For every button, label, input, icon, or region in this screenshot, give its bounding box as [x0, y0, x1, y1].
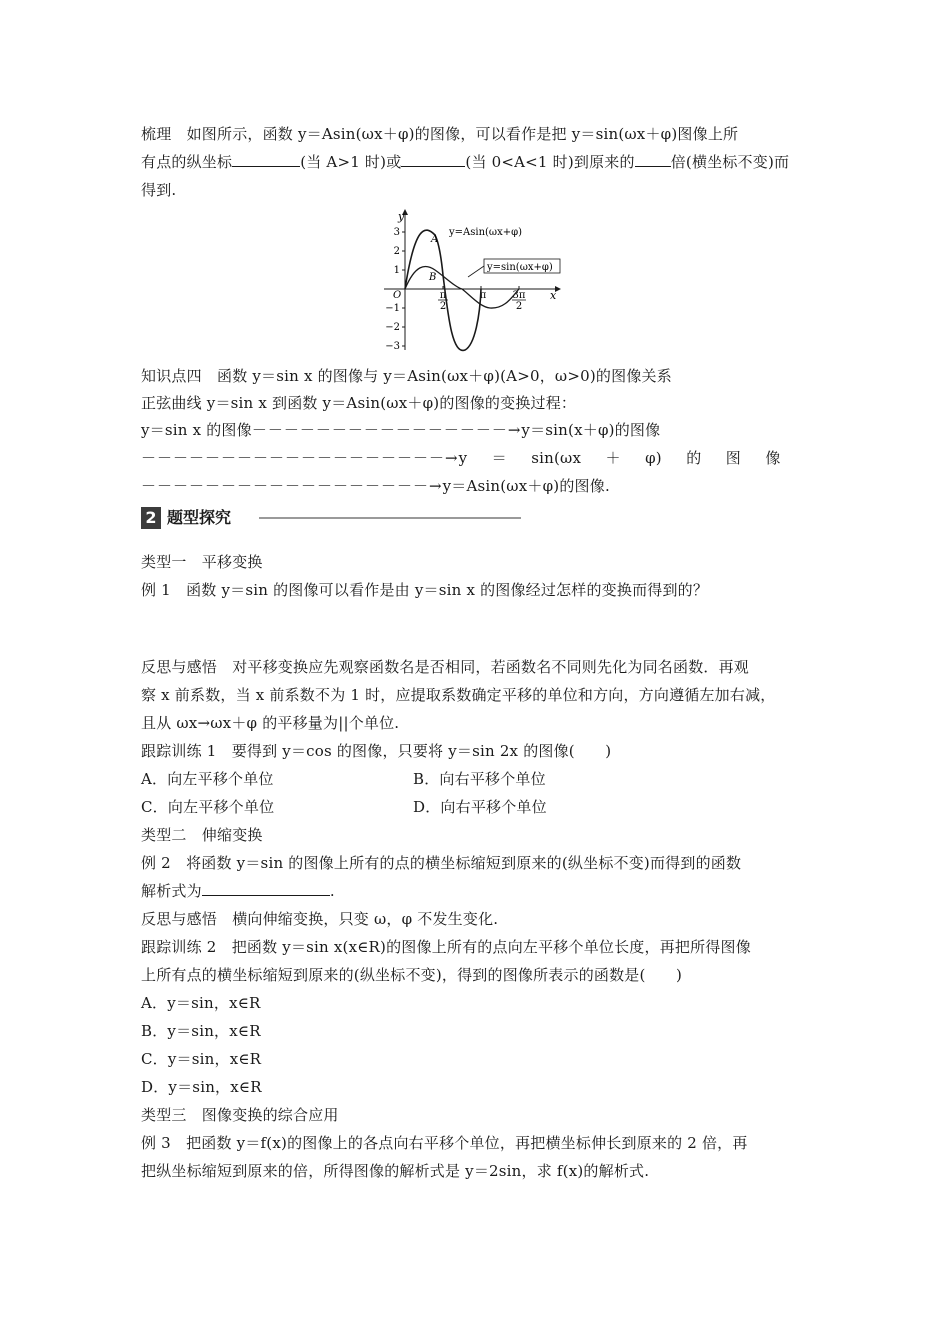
train1-option-d[interactable]: D．向右平移个单位: [413, 798, 547, 816]
example-3-line-2: 把纵坐标缩短到原来的倍，所得图像的解析式是 y＝2sin，求 f(x)的解析式.: [141, 1162, 650, 1180]
example-2-answer-blank[interactable]: [202, 881, 330, 896]
type3-heading: 类型三 图像变换的综合应用: [141, 1106, 339, 1124]
y-tick-3: 3: [393, 227, 400, 238]
intro-line-2-a: 有点的纵坐标: [141, 153, 233, 171]
example-1: 例 1 函数 y＝sin 的图像可以看作是由 y＝sin x 的图像经过怎样的变换而得到的？: [141, 581, 709, 599]
step2-arrow: －－－－－－－－－－－－－－－－－－－→: [141, 449, 459, 467]
train2-option-d[interactable]: D．y＝sin，x∈R: [141, 1078, 262, 1096]
y-tick-1: 1: [393, 265, 400, 276]
y-tick-minus-1: −1: [385, 303, 400, 314]
x-axis-label: x: [550, 289, 557, 302]
y-tick-minus-3: −3: [385, 341, 400, 352]
reflect1-line-2: 察 x 前系数，当 x 前系数不为 1 时，应提取系数确定平移的单位和方向，方向遵循左加右减，: [141, 686, 776, 704]
step3-arrow: －－－－－－－－－－－－－－－－－－→: [141, 477, 443, 495]
origin-label: O: [393, 290, 402, 301]
example-2-suffix: .: [329, 882, 335, 900]
reflect1-line-3: 且从 ωx→ωx＋φ 的平移量为||个单位.: [141, 714, 400, 732]
step1-start: y＝sin x 的图像: [141, 421, 252, 439]
step2-part: 像: [765, 449, 781, 467]
step2-part: sin(ωx: [531, 449, 582, 467]
sine-transform-figure: [380, 205, 570, 355]
fill-blank-2[interactable]: [401, 152, 465, 167]
section-title: 题型探究: [167, 508, 232, 527]
train2-line-2: 上所有点的横坐标缩短到原来的(纵坐标不变)，得到的图像所表示的函数是( ): [141, 966, 683, 984]
example-3-line-1: 例 3 把函数 y＝f(x)的图像上的各点向右平移个单位，再把横坐标伸长到原来的 2 倍，再: [141, 1134, 748, 1152]
example-2-line-2: [141, 881, 335, 901]
point-b-label: B: [429, 272, 437, 283]
section-divider: [259, 517, 521, 519]
step2-part: ＋: [605, 449, 621, 467]
train1-question: 跟踪训练 1 要得到 y＝cos 的图像，只要将 y＝sin 2x 的图像( ): [141, 742, 612, 760]
curve-b-label: y=sin(ωx+φ): [487, 262, 553, 273]
step2-end: [459, 448, 781, 468]
train1-option-c[interactable]: C．向左平移个单位: [141, 798, 275, 816]
train1-option-a[interactable]: A．向左平移个单位: [141, 770, 274, 788]
type1-heading: 类型一 平移变换: [141, 553, 263, 571]
step3-end: y＝Asin(ωx＋φ)的图像.: [442, 477, 610, 495]
example-2-prefix: 解析式为: [141, 882, 202, 900]
section-number: 2: [141, 507, 161, 529]
transform-step-2: [141, 448, 781, 468]
intro-line-2-c: (当 0<A<1 时)到原来的: [465, 153, 635, 171]
y-tick-minus-2: −2: [385, 322, 400, 333]
knowledge4-title: 知识点四 函数 y＝sin x 的图像与 y＝Asin(ωx＋φ)(A>0，ω>0)的图像关系: [141, 367, 672, 385]
train1-option-b[interactable]: B．向右平移个单位: [413, 770, 546, 788]
y-tick-2: 2: [393, 246, 400, 257]
x-tick-pi-half-den: 2: [439, 301, 447, 312]
train2-option-a[interactable]: A．y＝sin，x∈R: [141, 994, 261, 1012]
step1-end: y＝sin(x＋φ)的图像: [521, 421, 661, 439]
step2-part: 的: [686, 449, 702, 467]
step2-part: φ): [645, 449, 662, 467]
fill-blank-3[interactable]: [635, 152, 671, 167]
x-tick-pi: π: [479, 290, 487, 301]
y-axis-label: y: [398, 210, 405, 223]
knowledge4-subtitle: 正弦曲线 y＝sin x 到函数 y＝Asin(ωx＋φ)的图像的变换过程：: [141, 394, 577, 412]
step1-arrow: －－－－－－－－－－－－－－－－→: [251, 421, 522, 439]
step2-part: y: [458, 449, 468, 467]
x-tick-3pi-half-num: 3π: [512, 290, 526, 301]
intro-line-2: [141, 152, 789, 172]
example-2-line-1: 例 2 将函数 y＝sin 的图像上所有的点的横坐标缩短到原来的(纵坐标不变)而得到的函数: [141, 854, 742, 872]
type2-heading: 类型二 伸缩变换: [141, 826, 263, 844]
train2-option-c[interactable]: C．y＝sin，x∈R: [141, 1050, 262, 1068]
curve-a-label: y=Asin(ωx+φ): [449, 227, 522, 238]
train2-option-b[interactable]: B．y＝sin，x∈R: [141, 1022, 261, 1040]
section-header: [141, 507, 521, 529]
reflect2: 反思与感悟 横向伸缩变换，只变 ω，φ 不发生变化.: [141, 910, 499, 928]
x-tick-3pi-half-den: 2: [515, 301, 523, 312]
intro-line-2-d: 倍(横坐标不变)而: [670, 153, 790, 171]
point-a-label: A: [431, 234, 439, 245]
fill-blank-1[interactable]: [232, 152, 300, 167]
transform-step-3: [141, 476, 610, 496]
intro-line-2-b: (当 A>1 时)或: [300, 153, 402, 171]
intro-line-3: 得到.: [141, 181, 177, 199]
reflect1-line-1: 反思与感悟 对平移变换应先观察函数名是否相同，若函数名不同则先化为同名函数．再观: [141, 658, 750, 676]
train2-line-1: 跟踪训练 2 把函数 y＝sin x(x∈R)的图像上所有的点向左平移个单位长度，再把所得图像: [141, 938, 751, 956]
x-tick-pi-half-num: π: [439, 290, 447, 301]
transform-step-1: [141, 420, 660, 440]
step2-part: 图: [725, 449, 741, 467]
intro-line-1: 梳理 如图所示，函数 y＝Asin(ωx＋φ)的图像，可以看作是把 y＝sin(ωx＋φ)图像上所: [141, 125, 739, 143]
step2-part: ＝: [491, 449, 507, 467]
